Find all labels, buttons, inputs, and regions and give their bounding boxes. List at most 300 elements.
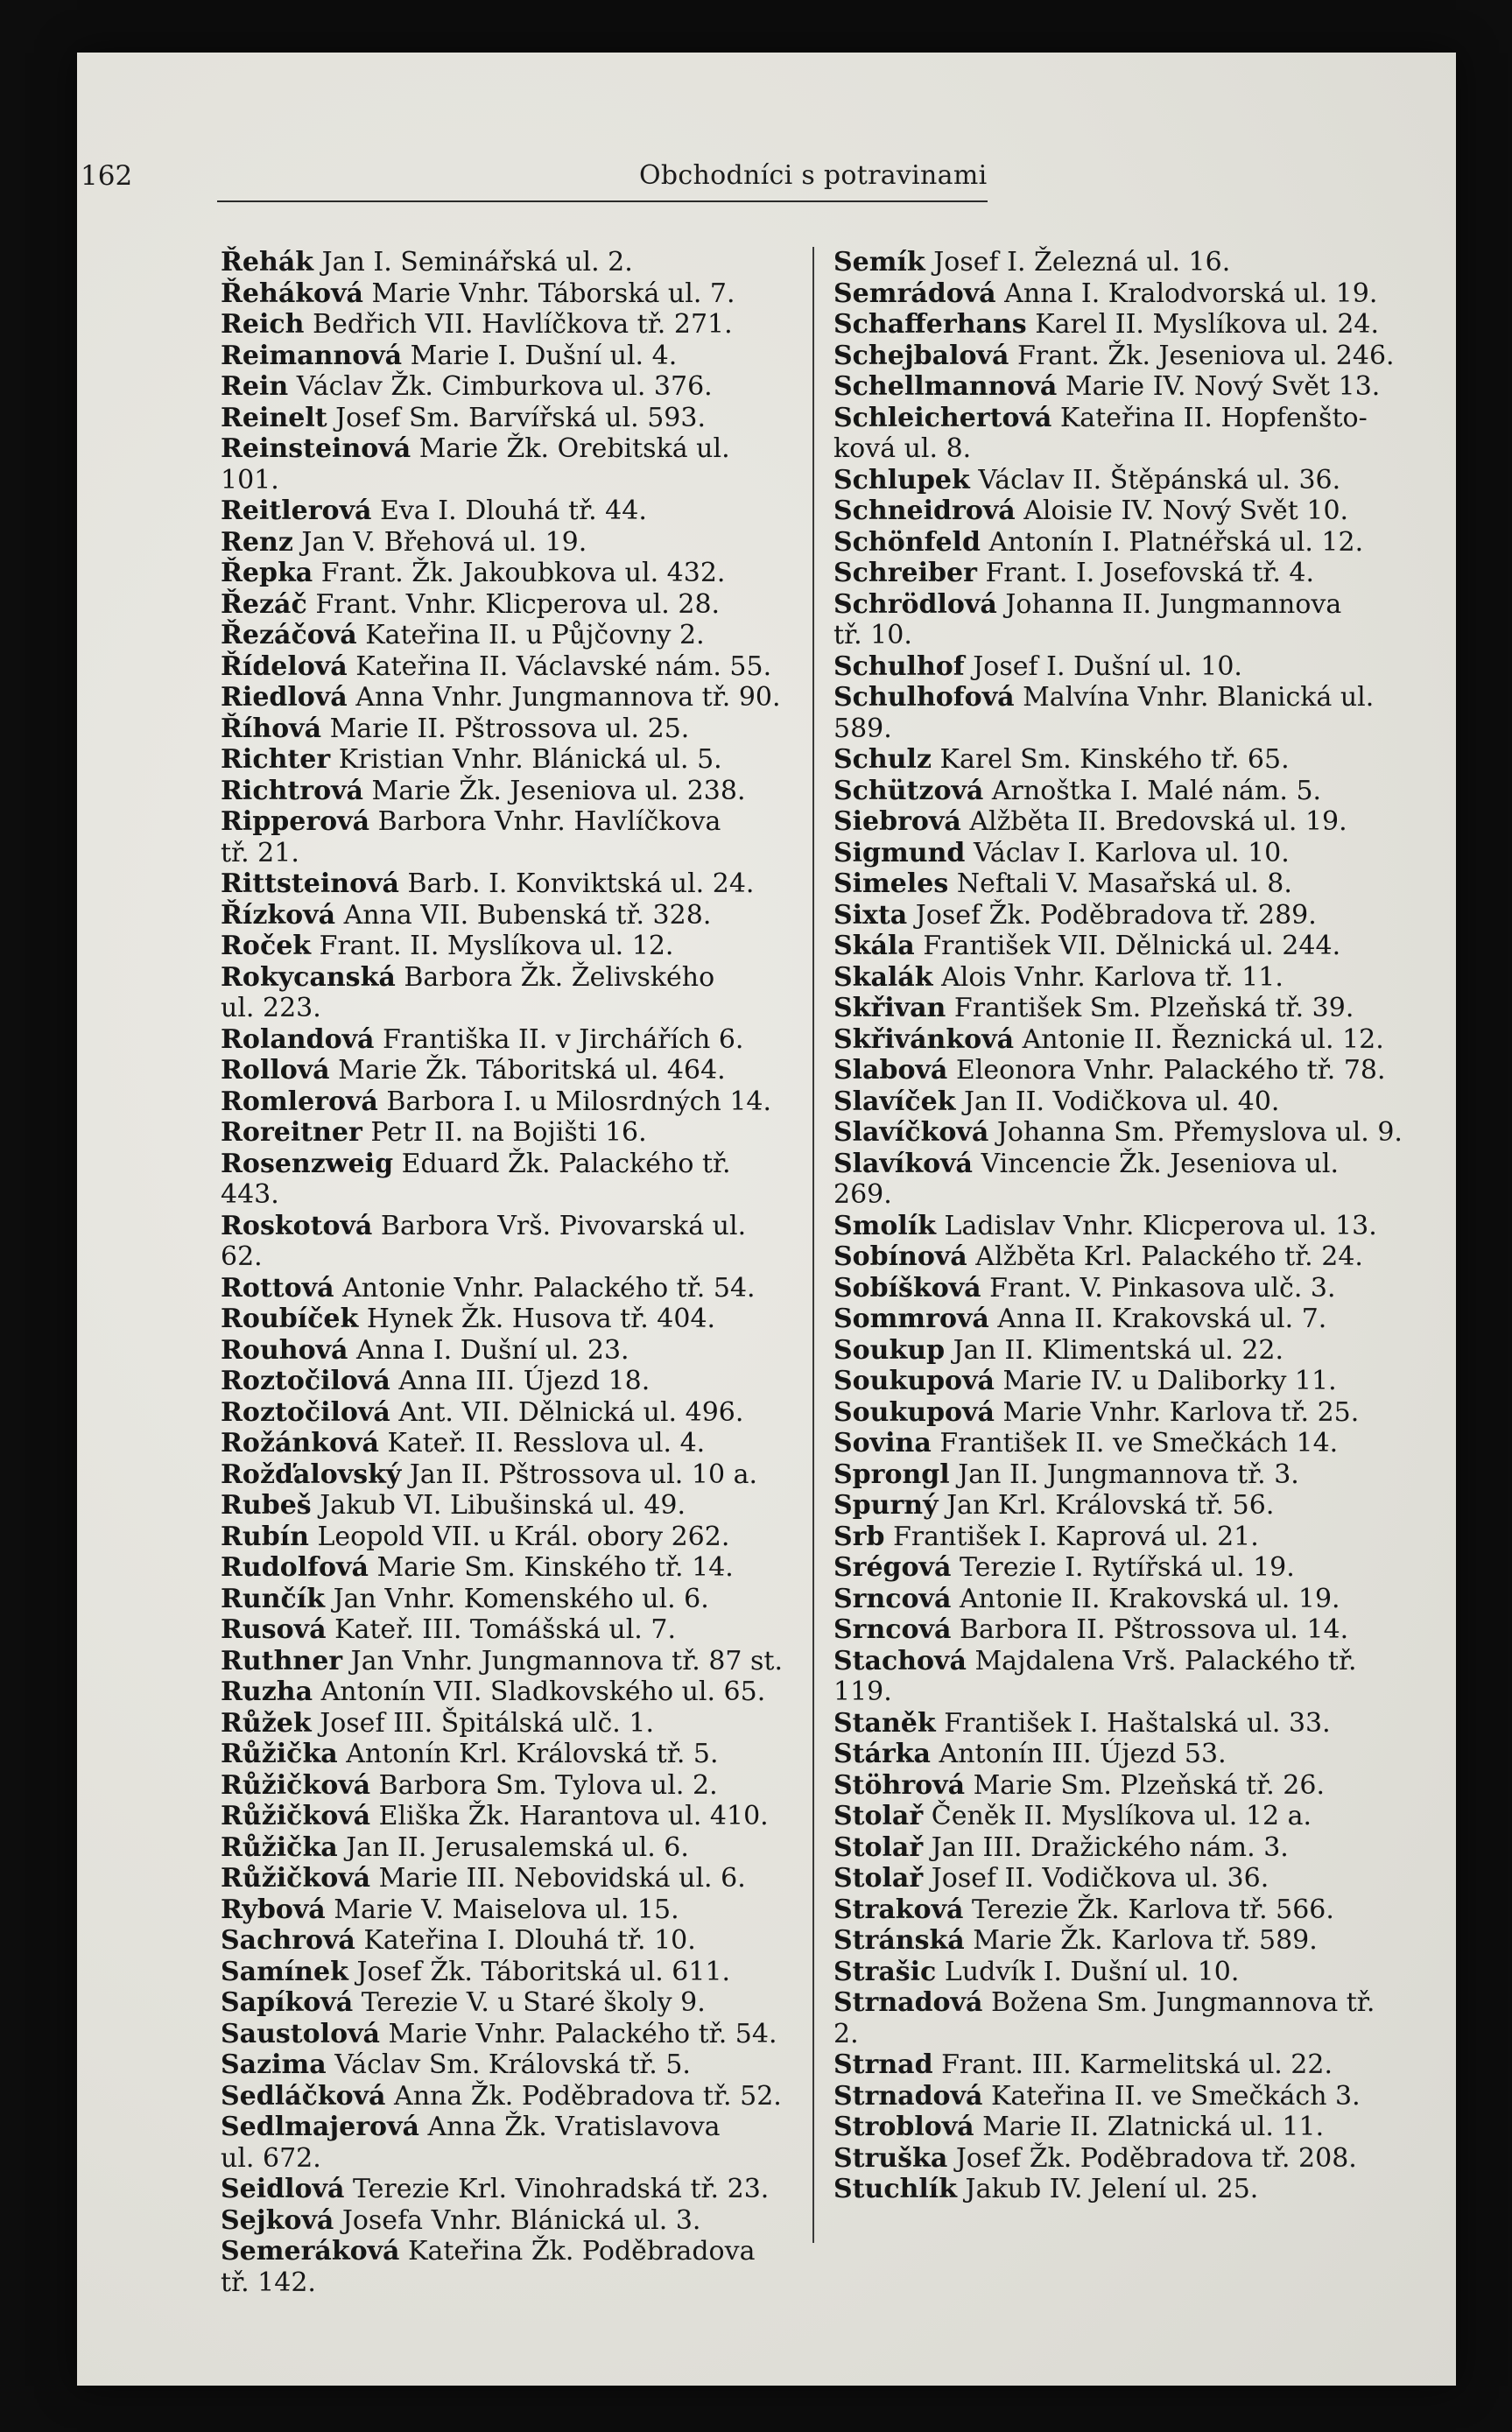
entry-surname: Sapíková (221, 1987, 354, 2018)
directory-entry (221, 1801, 793, 1832)
directory-entry (833, 838, 1406, 869)
entry-details: František Sm. Plzeňská tř. 39. (953, 993, 1354, 1023)
entry-details: Eliška Žk. Harantova ul. 410. (378, 1801, 769, 1831)
directory-entry (833, 1428, 1406, 1459)
entry-surname: Stroblová (833, 2112, 974, 2142)
directory-entry (221, 962, 793, 1024)
directory-entry (221, 1304, 793, 1335)
directory-entry (221, 1770, 793, 1802)
entry-details: Frant. V. Pinkasova ulč. 3. (989, 1272, 1336, 1304)
entry-details: Malvína Vnhr. Blanická ul. (1023, 682, 1375, 713)
entry-details: Antonín III. Újezd 53. (939, 1739, 1227, 1769)
directory-entry (221, 371, 793, 403)
entry-surname: Řehák (221, 247, 314, 278)
entry-details: František VII. Dělnická ul. 244. (923, 931, 1341, 961)
entry-surname: Sobíšková (833, 1272, 981, 1304)
entry-surname: Sprongl (833, 1458, 950, 1490)
directory-entry (221, 1211, 793, 1273)
entry-surname: Řídelová (221, 650, 348, 682)
entry-surname: Sejková (221, 2204, 334, 2236)
entry-details: Johanna II. Jungmannova (1005, 588, 1342, 620)
directory-entry (833, 1024, 1406, 1056)
entry-details: Barbora Sm. Tylova ul. 2. (378, 1769, 718, 1801)
directory-entry (833, 1552, 1406, 1584)
entry-details: Jan II. Pštrossova ul. 10 a. (409, 1458, 758, 1490)
directory-entry (833, 1987, 1406, 2049)
entry-surname: Schafferhans (833, 309, 1027, 340)
entry-details: Frant. Žk. Jakoubkova ul. 432. (320, 558, 726, 588)
directory-entry (833, 496, 1406, 527)
entry-surname: Schulhof (833, 650, 965, 682)
entry-details: Frant. II. Myslíkova ul. 12. (319, 931, 674, 961)
entry-details: Kateřina II. u Půjčovny 2. (365, 620, 705, 650)
entry-surname: Srncová (833, 1583, 952, 1614)
directory-entry (833, 1894, 1406, 1926)
entry-surname: Romlerová (221, 1086, 378, 1117)
directory-entry (221, 713, 793, 745)
entry-details: Barbora Žk. Želivského (404, 961, 715, 993)
entry-continuation: tř. 10. (833, 620, 912, 650)
entry-surname: Skřivan (833, 993, 946, 1023)
entry-surname: Rubín (221, 1521, 309, 1552)
directory-entry (221, 1366, 793, 1397)
entry-continuation: ul. 223. (221, 993, 321, 1023)
entry-details: František I. Kaprová ul. 21. (893, 1521, 1259, 1552)
directory-entry (833, 1459, 1406, 1491)
entry-surname: Roztočilová (221, 1396, 390, 1428)
entry-surname: Roubíček (221, 1304, 359, 1334)
directory-entry (221, 403, 793, 434)
entry-details: Jan II. Jungmannova tř. 3. (958, 1458, 1299, 1490)
entry-surname: Semeráková (221, 2236, 400, 2267)
entry-details: Marie II. Pštrossova ul. 25. (329, 713, 690, 744)
entry-continuation: ková ul. 8. (833, 433, 972, 464)
entry-surname: Siebrová (833, 806, 961, 837)
entry-surname: Stolař (833, 1831, 924, 1863)
directory-entry (221, 1117, 793, 1149)
directory-entry (221, 2019, 793, 2050)
directory-entry (221, 620, 793, 651)
directory-entry (221, 2174, 793, 2205)
entry-surname: Schejbalová (833, 340, 1009, 371)
entry-surname: Reich (221, 309, 305, 340)
entry-surname: Strnadová (833, 1987, 983, 2018)
directory-entry (833, 1149, 1406, 1211)
entry-details: Václav Žk. Cimburkova ul. 376. (296, 371, 713, 402)
directory-entry (221, 247, 793, 278)
directory-entry (833, 527, 1406, 559)
entry-continuation: 589. (833, 713, 892, 744)
entry-details: Anna Žk. Poděbradova tř. 52. (394, 2080, 782, 2112)
entry-details: Antonín I. Platnéřská ul. 12. (988, 526, 1364, 558)
entry-details: Eduard Žk. Palackého tř. 443. (221, 1148, 731, 1210)
entry-details: Terezie Žk. Karlova tř. 566. (971, 1894, 1334, 1925)
entry-surname: Stránská (833, 1925, 965, 1956)
entry-surname: Roreitner (221, 1117, 362, 1148)
directory-entry (833, 993, 1406, 1024)
entry-surname: Řezáč (221, 588, 307, 620)
directory-entry (221, 278, 793, 310)
directory-entry (221, 1149, 793, 1211)
directory-entry (221, 1335, 793, 1367)
entry-surname: Růžičková (221, 1801, 371, 1831)
entry-surname: Řízková (221, 899, 336, 931)
entry-surname: Stuchlík (833, 2174, 957, 2204)
entry-details: Kateř. II. Resslova ul. 4. (387, 1428, 706, 1458)
entry-surname: Samínek (221, 1956, 348, 1987)
page-number: 162 (81, 160, 133, 192)
entry-surname: Řeháková (221, 278, 363, 309)
entry-continuation: tř. 21. (221, 837, 299, 868)
entry-details: Jan V. Břehová ul. 19. (301, 526, 587, 558)
entry-details: Barbora Vnhr. Havlíčkova (377, 806, 721, 837)
directory-entry (833, 589, 1406, 651)
entry-details: Josef Žk. Poděbradova tř. 289. (915, 899, 1317, 931)
entry-surname: Ruthner (221, 1645, 343, 1676)
entry-details: Hynek Žk. Husova tř. 404. (366, 1304, 716, 1334)
entry-details: Leopold VII. u Král. obory 262. (317, 1521, 730, 1552)
entry-details: Marie Sm. Plzeňská tř. 26. (973, 1769, 1326, 1801)
directory-entry (221, 1957, 793, 1988)
entry-surname: Sachrová (221, 1925, 355, 1956)
entry-surname: Stolař (833, 1801, 924, 1831)
directory-entry (833, 403, 1406, 465)
directory-entry (221, 2205, 793, 2237)
entry-surname: Sobínová (833, 1241, 967, 1272)
entry-surname: Schneidrová (833, 496, 1016, 526)
entry-surname: Saustolová (221, 2018, 380, 2049)
entry-details: Alžběta Krl. Palackého tř. 24. (975, 1241, 1363, 1272)
directory-entry (833, 1055, 1406, 1086)
entry-surname: Semík (833, 247, 925, 278)
directory-entry (221, 868, 793, 900)
entry-details: Alois Vnhr. Karlova tř. 11. (941, 961, 1283, 993)
entry-details: Marie Žk. Karlova tř. 589. (973, 1925, 1318, 1956)
entry-details: Josefa Vnhr. Blánická ul. 3. (341, 2204, 701, 2236)
directory-entry (221, 1925, 793, 1957)
entry-details: Bedřich VII. Havlíčkova tř. 271. (313, 309, 733, 340)
entry-surname: Sazima (221, 2049, 327, 2080)
directory-entry (833, 1490, 1406, 1522)
entry-details: Ladislav Vnhr. Klicperova ul. 13. (944, 1210, 1377, 1241)
entry-details: Marie IV. Nový Svět 13. (1065, 371, 1381, 402)
entry-surname: Řepka (221, 558, 313, 588)
entry-surname: Rein (221, 371, 289, 402)
entry-details: Marie Sm. Kinského tř. 14. (376, 1552, 734, 1583)
entry-surname: Reinelt (221, 402, 327, 433)
entry-surname: Růžičková (221, 1863, 371, 1894)
entry-details: František II. ve Smečkách 14. (939, 1428, 1339, 1458)
entry-details: Marie Vnhr. Táborská ul. 7. (371, 278, 735, 309)
entry-details: Marie Vnhr. Karlova tř. 25. (1002, 1396, 1360, 1428)
directory-entry (221, 2081, 793, 2112)
entry-surname: Rubeš (221, 1490, 312, 1521)
entry-surname: Spurný (833, 1490, 939, 1521)
entry-surname: Slavíček (833, 1086, 956, 1117)
entry-details: Marie V. Maiselova ul. 15. (334, 1894, 679, 1925)
entry-surname: Struška (833, 2142, 948, 2174)
entry-surname: Schulz (833, 744, 932, 775)
entry-details: Kristian Vnhr. Blánická ul. 5. (338, 744, 722, 775)
entry-details: Jan Vnhr. Jungmannova tř. 87 st. (350, 1645, 784, 1676)
entry-details: Alžběta II. Bredovská ul. 19. (969, 806, 1347, 837)
directory-entry (833, 1925, 1406, 1957)
entry-surname: Růžek (221, 1707, 312, 1739)
directory-entry (221, 1397, 793, 1429)
entry-surname: Schellmannová (833, 371, 1058, 402)
entry-surname: Rudolfová (221, 1552, 369, 1583)
entry-details: Marie Žk. Orebitská ul. 101. (221, 433, 730, 496)
directory-entry (833, 1211, 1406, 1242)
entry-details: Josef I. Železná ul. 16. (933, 247, 1231, 278)
entry-details: Josef Sm. Barvířská ul. 593. (335, 402, 707, 433)
directory-entry (221, 931, 793, 962)
entry-details: Eva I. Dlouhá tř. 44. (380, 496, 647, 526)
directory-entry (833, 2143, 1406, 2175)
entry-details: Neftali V. Masařská ul. 8. (956, 868, 1292, 899)
entry-surname: Skála (833, 931, 915, 961)
directory-entry (833, 1863, 1406, 1894)
entry-details: Antonie Vnhr. Palackého tř. 54. (342, 1272, 756, 1304)
entry-surname: Stachová (833, 1645, 967, 1676)
entry-surname: Schreiber (833, 558, 977, 588)
directory-entry (221, 1614, 793, 1646)
entry-surname: Soukupová (833, 1396, 995, 1428)
entry-surname: Straková (833, 1894, 964, 1925)
entry-details: Josef Žk. Poděbradova tř. 208. (955, 2142, 1357, 2174)
entry-surname: Rouhová (221, 1334, 348, 1366)
entry-continuation: ul. 672. (221, 2142, 321, 2174)
entry-details: Jan I. Seminářská ul. 2. (321, 247, 633, 278)
entry-surname: Reinsteinová (221, 433, 411, 464)
entry-surname: Rybová (221, 1894, 326, 1925)
entry-details: Marie Žk. Táboritská ul. 464. (338, 1055, 726, 1086)
entry-details: Kateřina Žk. Poděbradova (408, 2236, 756, 2267)
directory-entry (833, 558, 1406, 589)
directory-entry (833, 1708, 1406, 1740)
entry-surname: Runčík (221, 1583, 326, 1614)
entry-surname: Rokycanská (221, 961, 396, 993)
directory-entry (833, 1957, 1406, 1988)
directory-entry (221, 496, 793, 527)
directory-entry (833, 1086, 1406, 1118)
directory-entry (221, 1086, 793, 1118)
entry-details: Kateř. III. Tomášská ul. 7. (334, 1614, 676, 1645)
entry-surname: Rosenzweig (221, 1148, 394, 1179)
directory-entry (221, 2112, 793, 2174)
directory-entry (833, 1273, 1406, 1304)
entry-details: Barb. I. Konviktská ul. 24. (407, 868, 755, 899)
entry-details: František I. Haštalská ul. 33. (944, 1707, 1331, 1739)
entry-surname: Smolík (833, 1210, 936, 1241)
entry-surname: Schützová (833, 775, 984, 806)
entry-details: Barbora I. u Milosrdných 14. (386, 1086, 772, 1117)
entry-details: Čeněk II. Myslíkova ul. 12 a. (931, 1801, 1312, 1831)
entry-surname: Růžička (221, 1831, 338, 1863)
directory-entry (833, 1241, 1406, 1273)
entry-surname: Richter (221, 744, 331, 775)
entry-details: Marie II. Zlatnická ul. 11. (982, 2112, 1325, 2142)
directory-entry (833, 806, 1406, 838)
entry-details: Marie I. Dušní ul. 4. (410, 340, 678, 371)
entry-surname: Srncová (833, 1614, 952, 1645)
entry-details: Josef I. Dušní ul. 10. (973, 650, 1242, 682)
directory-entry (833, 651, 1406, 683)
entry-surname: Sedlmajerová (221, 2112, 419, 2142)
running-title: Obchodníci s potravinami (639, 160, 988, 191)
directory-entry (221, 527, 793, 559)
entry-details: Arnoštka I. Malé nám. 5. (991, 775, 1322, 806)
entry-surname: Schlupek (833, 464, 970, 496)
directory-entry (221, 1832, 793, 1864)
directory-entry (221, 1708, 793, 1740)
directory-entry (221, 1584, 793, 1615)
entry-surname: Sixta (833, 899, 908, 931)
entry-details: Anna VII. Bubenská tř. 328. (343, 899, 712, 931)
entry-details: Eleonora Vnhr. Palackého tř. 78. (955, 1055, 1386, 1086)
entry-details: Kateřina I. Dlouhá tř. 10. (363, 1925, 696, 1956)
entry-surname: Riedlová (221, 682, 348, 713)
directory-entry (833, 1739, 1406, 1770)
directory-entry (833, 1770, 1406, 1802)
entry-surname: Roskotová (221, 1210, 373, 1241)
directory-entry (221, 558, 793, 589)
directory-entry (833, 1522, 1406, 1553)
directory-entry (221, 1646, 793, 1677)
entry-details: Marie Vnhr. Palackého tř. 54. (388, 2018, 777, 2049)
entry-continuation: 269. (833, 1179, 892, 1210)
entry-details: Barbora Vrš. Pivovarská ul. 62. (221, 1210, 747, 1272)
directory-entry (221, 744, 793, 776)
directory-entry (221, 1522, 793, 1553)
entry-details: Frant. Žk. Jeseniova ul. 246. (1016, 340, 1395, 371)
directory-entry (833, 278, 1406, 310)
left-column (221, 247, 793, 2298)
directory-entry (221, 900, 793, 931)
entry-surname: Rusová (221, 1614, 327, 1645)
entry-surname: Rittsteinová (221, 868, 399, 899)
entry-surname: Stolař (833, 1863, 924, 1894)
directory-entry (833, 341, 1406, 372)
directory-entry (833, 931, 1406, 962)
entry-surname: Slabová (833, 1055, 948, 1086)
entry-details: Kateřina II. ve Smečkách 3. (990, 2080, 1361, 2112)
directory-entry (833, 1397, 1406, 1429)
entry-details: Jan III. Dražického nám. 3. (931, 1831, 1289, 1863)
entry-details: Karel Sm. Kinského tř. 65. (939, 744, 1290, 775)
directory-entry (833, 962, 1406, 994)
directory-entry (833, 1117, 1406, 1149)
directory-entry (833, 309, 1406, 341)
entry-details: Antonie II. Krakovská ul. 19. (959, 1583, 1340, 1614)
entry-surname: Ripperová (221, 806, 370, 837)
entry-details: Frant. III. Karmelitská ul. 22. (941, 2049, 1333, 2080)
directory-entry (221, 1490, 793, 1522)
entry-surname: Sedláčková (221, 2080, 386, 2112)
directory-entry (833, 900, 1406, 931)
entry-details: Kateřina II. Václavské nám. 55. (355, 650, 772, 682)
entry-details: Jakub VI. Libušinská ul. 49. (320, 1490, 686, 1521)
directory-entry (833, 868, 1406, 900)
entry-surname: Roztočilová (221, 1366, 390, 1396)
entry-details: Jan Krl. Královská tř. 56. (946, 1490, 1275, 1521)
directory-entry (221, 1055, 793, 1086)
entry-surname: Říhová (221, 713, 322, 744)
directory-entry (221, 309, 793, 341)
entry-surname: Strnad (833, 2049, 933, 2080)
entry-surname: Soukup (833, 1334, 946, 1366)
entry-surname: Strnadová (833, 2080, 983, 2112)
entry-details: Petr II. na Bojišti 16. (370, 1117, 647, 1148)
entry-surname: Simeles (833, 868, 949, 899)
entry-details: Jan II. Klimentská ul. 22. (953, 1334, 1284, 1366)
entry-details: Marie Žk. Jeseniova ul. 238. (371, 775, 746, 806)
directory-entry (833, 1304, 1406, 1335)
entry-details: Anna I. Kralodvorská ul. 19. (1004, 278, 1378, 309)
entry-details: Františka II. v Jirchářích 6. (383, 1023, 744, 1055)
directory-entry (833, 2081, 1406, 2112)
entry-surname: Reitlerová (221, 496, 372, 526)
directory-entry (221, 2049, 793, 2081)
entry-details: Majdalena Vrš. Palackého tř. (974, 1645, 1357, 1676)
directory-entry (221, 1552, 793, 1584)
entry-details: Josef II. Vodičkova ul. 36. (931, 1863, 1269, 1894)
entry-details: Anna III. Újezd 18. (398, 1366, 651, 1396)
directory-entry (833, 1366, 1406, 1397)
entry-continuation: 119. (833, 1676, 892, 1707)
directory-entry (833, 1614, 1406, 1646)
entry-surname: Semrádová (833, 278, 996, 309)
entry-details: Jakub IV. Jelení ul. 25. (965, 2174, 1259, 2204)
entry-surname: Rožánková (221, 1428, 379, 1458)
directory-entry (833, 371, 1406, 403)
entry-surname: Růžičková (221, 1769, 371, 1801)
directory-entry (221, 1987, 793, 2019)
directory-entry (221, 2236, 793, 2298)
entry-details: Ludvík I. Dušní ul. 10. (944, 1956, 1240, 1987)
entry-details: Antonie II. Řeznická ul. 12. (1022, 1023, 1384, 1055)
directory-entry (833, 2049, 1406, 2081)
entry-details: Václav Sm. Královská tř. 5. (334, 2049, 691, 2080)
directory-entry (221, 776, 793, 807)
directory-entry (833, 2174, 1406, 2205)
entry-surname: Schönfeld (833, 526, 981, 558)
directory-entry (833, 1584, 1406, 1615)
entry-details: Antonín VII. Sladkovského ul. 65. (320, 1676, 766, 1707)
entry-surname: Stöhrová (833, 1769, 966, 1801)
directory-entry (833, 2112, 1406, 2143)
entry-details: Frant. Vnhr. Klicperova ul. 28. (315, 588, 721, 620)
entry-details: Kateřina II. Hopfenšto- (1059, 402, 1368, 433)
entry-details: Karel II. Myslíkova ul. 24. (1035, 309, 1380, 340)
directory-entry (833, 744, 1406, 776)
directory-entry (221, 589, 793, 621)
entry-surname: Schrödlová (833, 588, 997, 620)
directory-entry (833, 465, 1406, 496)
entry-details: Barbora II. Pštrossova ul. 14. (959, 1614, 1349, 1645)
entry-surname: Schleichertová (833, 402, 1052, 433)
entry-surname: Rottová (221, 1272, 334, 1304)
entry-surname: Rožďalovský (221, 1458, 402, 1490)
directory-entry (221, 806, 793, 868)
entry-surname: Sigmund (833, 837, 966, 868)
entry-details: Aloisie IV. Nový Svět 10. (1023, 496, 1349, 526)
right-column (833, 247, 1406, 2205)
entry-surname: Rollová (221, 1055, 330, 1086)
column-divider (812, 247, 814, 2243)
entry-surname: Strašic (833, 1956, 937, 1987)
entry-details: Vincencie Žk. Jeseniova ul. (981, 1148, 1339, 1179)
